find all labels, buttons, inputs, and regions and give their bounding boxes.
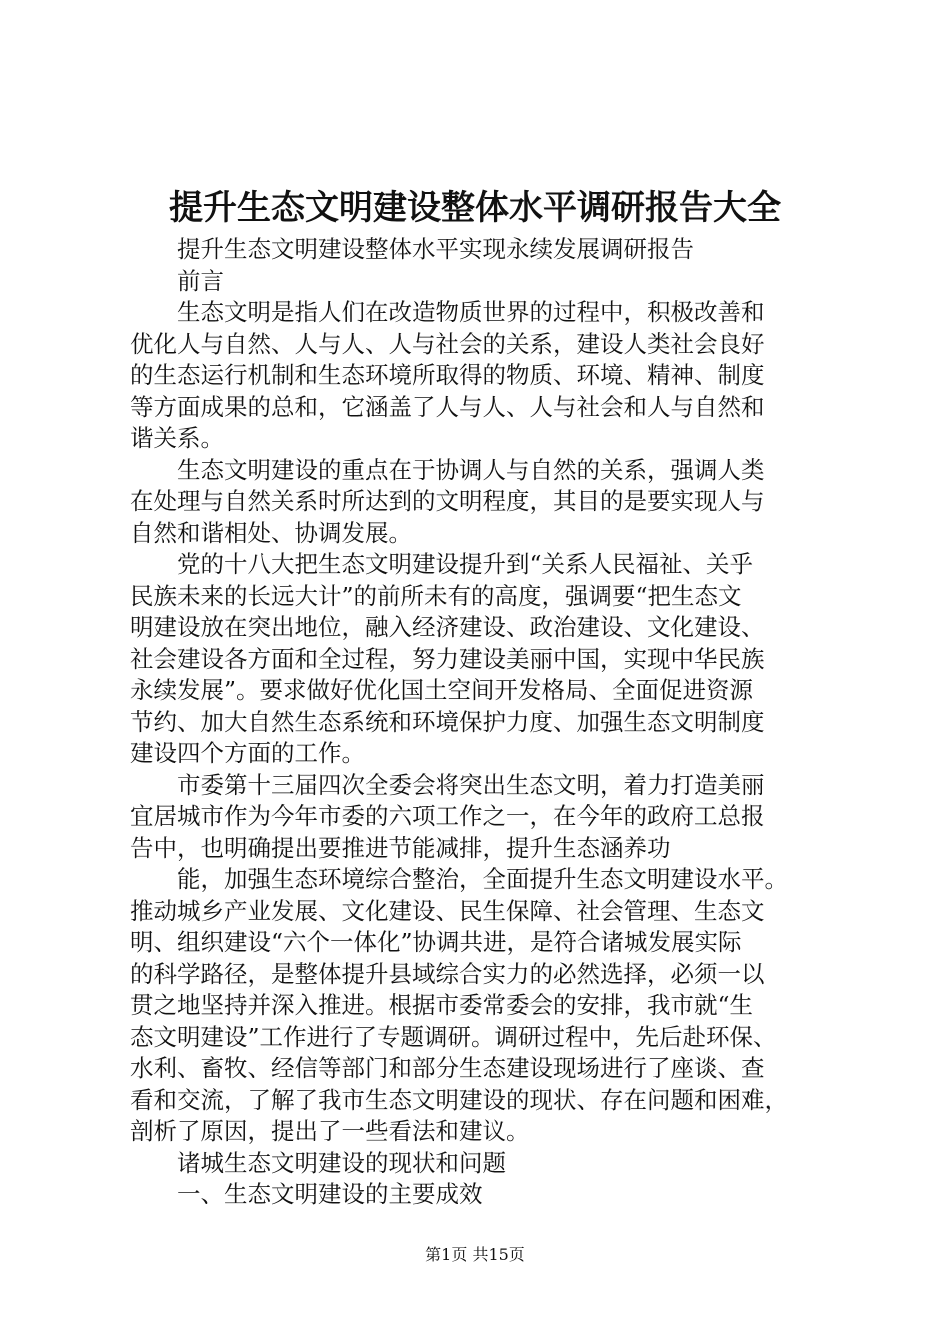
paragraph-line: 推动城乡产业发展、文化建设、民生保障、社会管理、生态文	[130, 896, 765, 925]
paragraph-line: 优化人与自然、人与人、人与社会的关系，建设人类社会良好	[130, 329, 765, 358]
paragraph-line: 剖析了原因，提出了一些看法和建议。	[130, 1117, 530, 1145]
document-title: 提升生态文明建设整体水平调研报告大全	[169, 188, 781, 228]
paragraph-line: 永续发展”。要求做好优化国土空间开发格局、全面促进资源	[130, 676, 754, 704]
subsection-heading: 一、生态文明建设的主要成效	[177, 1180, 483, 1208]
paragraph-line: 民族未来的长远大计”的前所未有的高度，强调要“把生态文	[130, 581, 742, 610]
paragraph-line: 贯之地坚持并深入推进。根据市委常委会的安排，我市就“生	[130, 991, 754, 1019]
paragraph-line: 生态文明建设的重点在于协调人与自然的关系，强调人类	[177, 455, 765, 484]
paragraph-line: 市委第十三届四次全委会将突出生态文明，着力打造美丽	[177, 770, 765, 799]
paragraph-line: 生态文明是指人们在改造物质世界的过程中，积极改善和	[177, 298, 765, 326]
paragraph-line: 等方面成果的总和，它涵盖了人与人、人与社会和人与自然和	[130, 392, 765, 421]
paragraph-line: 宜居城市作为今年市委的六项工作之一，在今年的政府工总报	[130, 802, 765, 830]
subtitle-line: 提升生态文明建设整体水平实现永续发展调研报告	[177, 235, 694, 263]
paragraph-line: 看和交流，了解了我市生态文明建设的现状、存在问题和困难，	[130, 1085, 788, 1114]
section-heading-preface: 前言	[177, 266, 224, 295]
paragraph-line: 自然和谐相处、协调发展。	[130, 518, 412, 547]
section-heading: 诸城生态文明建设的现状和问题	[177, 1148, 506, 1177]
paragraph-line: 在处理与自然关系时所达到的文明程度，其目的是要实现人与	[130, 487, 765, 515]
paragraph-line: 明、组织建设“六个一体化”协调共进，是符合诸城发展实际	[130, 928, 742, 956]
paragraph-line: 的生态运行机制和生态环境所取得的物质、环境、精神、制度	[130, 361, 765, 389]
paragraph-line: 态文明建设”工作进行了专题调研。调研过程中，先后赴环保、	[130, 1022, 777, 1051]
paragraph-line: 节约、加大自然生态系统和环境保护力度、加强生态文明制度	[130, 707, 765, 736]
paragraph-line: 的科学路径，是整体提升县域综合实力的必然选择，必须一以	[130, 959, 765, 988]
page-number-footer: 第1页 共15页	[425, 1245, 525, 1264]
paragraph-line: 告中，也明确提出要推进节能减排，提升生态涵养功	[130, 833, 671, 862]
paragraph-line: 能，加强生态环境综合整治，全面提升生态文明建设水平。	[177, 865, 788, 893]
paragraph-line: 社会建设各方面和全过程，努力建设美丽中国，实现中华民族	[130, 644, 765, 673]
paragraph-line: 明建设放在突出地位，融入经济建设、政治建设、文化建设、	[130, 613, 765, 641]
paragraph-line: 建设四个方面的工作。	[130, 739, 365, 767]
paragraph-line: 谐关系。	[130, 424, 224, 452]
document-body	[130, 234, 830, 1211]
paragraph-line: 党的十八大把生态文明建设提升到“关系人民福祉、关乎	[177, 550, 754, 578]
paragraph-line: 水利、畜牧、经信等部门和部分生态建设现场进行了座谈、查	[130, 1054, 765, 1082]
